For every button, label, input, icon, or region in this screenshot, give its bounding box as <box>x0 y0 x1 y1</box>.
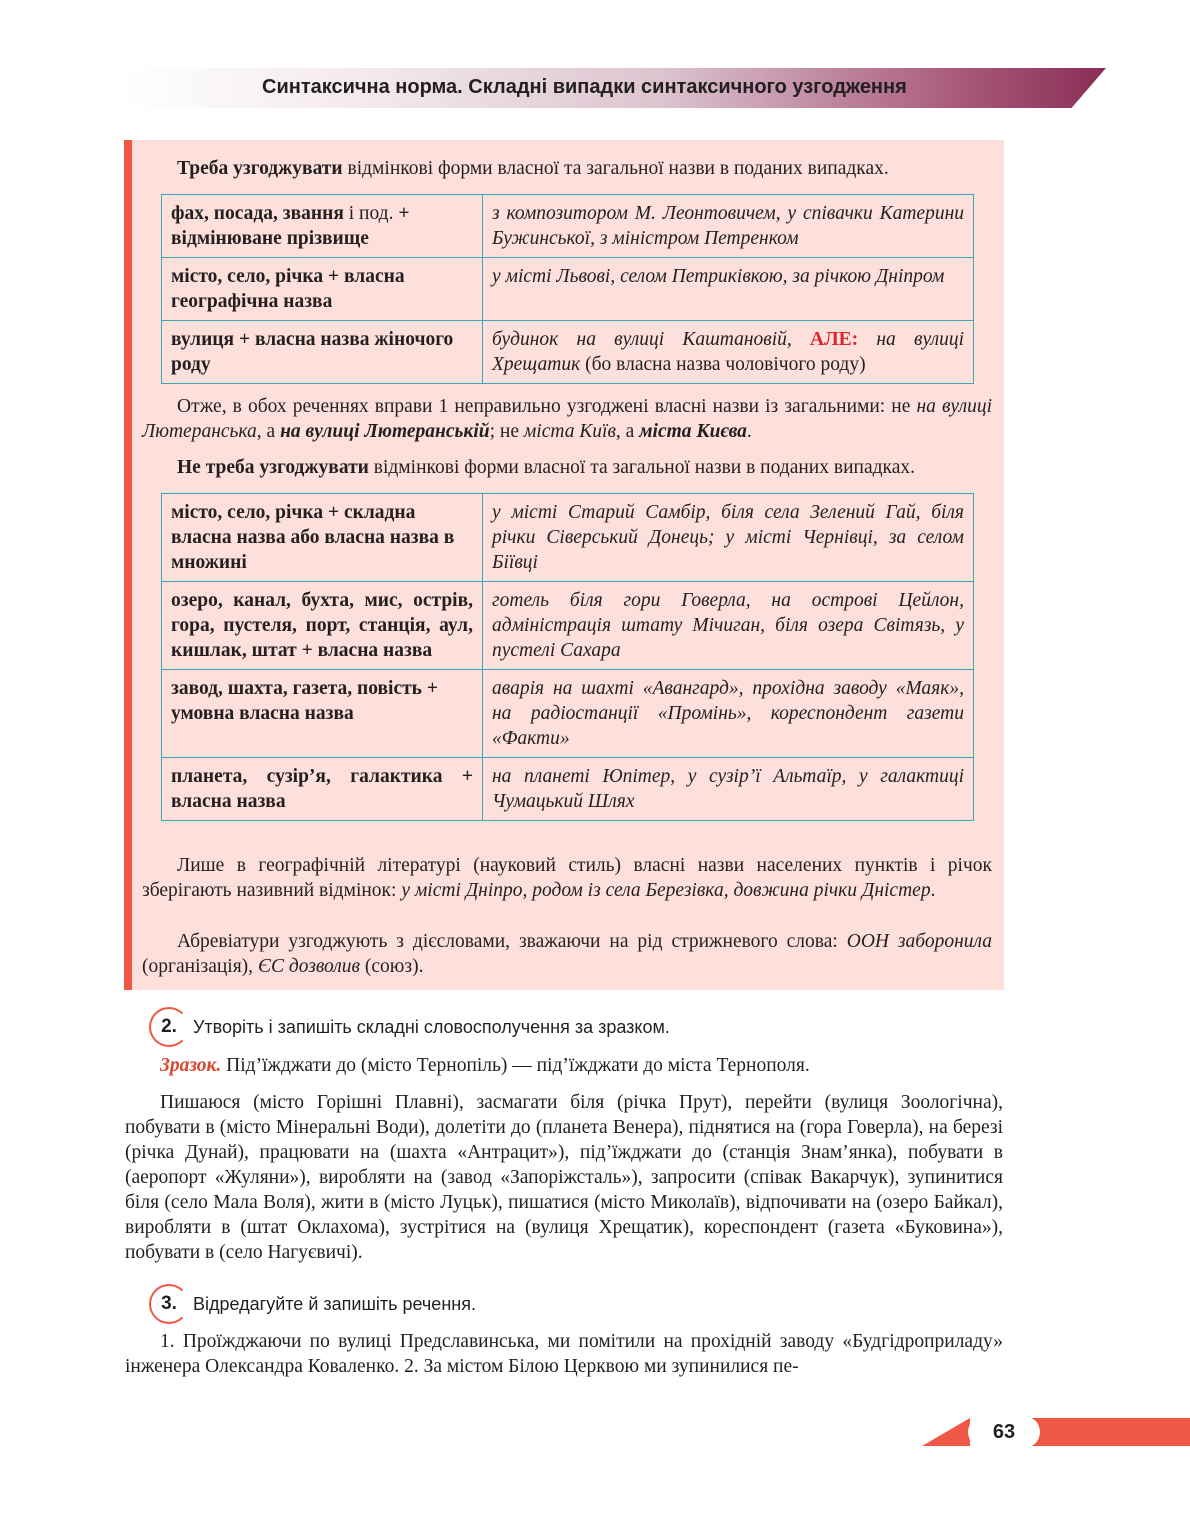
text-run: , а <box>615 421 640 442</box>
table-cell-left-normal: і под. <box>343 203 394 224</box>
table-cell-left-bold2: + відмінюване прізвище <box>171 203 410 249</box>
text-italic: ООН заборонила <box>846 931 992 952</box>
text-run: Абревіатури узгоджують з дієсловами, зважаючи на рід стрижневого слова: <box>177 931 847 952</box>
table-row <box>162 258 974 321</box>
table-cell-left: місто, село, річка + власна географічна назва <box>162 258 483 321</box>
exercise-2-number: 2. <box>149 1007 189 1047</box>
rule-intro-2 <box>142 455 1002 480</box>
rule-geography-note <box>142 853 992 903</box>
rule-conclusion <box>142 394 992 444</box>
table-cell-right-b: на вулиці Хрещатик <box>492 329 964 375</box>
rule-intro-text: відмінкові форми власної та загальної назви в поданих випадках. <box>342 158 889 179</box>
table-cell-right: на планеті Юпітер, у сузір’ї Альтаїр, у галактиці Чумацький Шлях <box>483 758 974 821</box>
table-cell-left: озеро, канал, бухта, мис, острів, гора, пустеля, порт, станція, аул, кишлак, штат + власна назва <box>162 582 483 670</box>
text-italic: міста Київ <box>523 421 616 442</box>
exercise-2-sample <box>160 1053 1000 1078</box>
page-number: 63 <box>968 1416 1040 1448</box>
no-agree-table <box>161 493 974 821</box>
agree-table <box>161 194 974 384</box>
rule-intro <box>142 156 992 181</box>
rule-intro2-text: відмінкові форми власної та загальної назви в поданих випадках. <box>368 457 915 478</box>
text-run: (організація), <box>142 956 258 977</box>
exercise-2-task: Утворіть і запишіть складні словосполучення за зразком. <box>193 1017 670 1037</box>
exercise-3-number: 3. <box>149 1284 189 1324</box>
page-header-title: Синтаксична норма. Складні випадки синтаксичного узгодження <box>262 76 907 98</box>
exercise-3-task: Відредагуйте й запишіть речення. <box>193 1294 476 1314</box>
text-run: ; не <box>489 421 524 442</box>
text-italic: у місті Дніпро, родом із села Березівка, довжина річки Дністер <box>401 880 931 901</box>
sample-text: Під’їжджати до (місто Тернопіль) — під’їжджати до міста Тернополя. <box>221 1055 810 1076</box>
rule-intro-bold: Треба узгоджувати <box>177 158 343 179</box>
text-run: . <box>746 421 752 442</box>
text-bold-italic: міста Києва <box>639 421 747 442</box>
table-cell-right: аварія на шахті «Авангард», прохідна заводу «Маяк», на радіостанції «Промінь», кореспондент газети «Факти» <box>483 670 974 758</box>
table-row <box>162 195 974 258</box>
rule-intro2-bold: Не треба узгоджувати <box>177 457 369 478</box>
table-cell-right: готель біля гори Говерла, на острові Цейлон, адміністрація штату Мічиган, біля озера Світязь, у пустелі Сахара <box>483 582 974 670</box>
table-row <box>162 494 974 582</box>
ale-label: АЛЕ: <box>810 329 859 350</box>
table-cell-left: планета, сузір’я, галактика + власна назва <box>162 758 483 821</box>
footer-accent-bar <box>1030 1418 1190 1446</box>
table-cell-right: з композитором М. Леонтовичем, у співачки Катерини Бужинської, з міністром Петренком <box>483 195 974 258</box>
exercise-3-body: 1. Проїжджаючи по вулиці Предславинська, ми помітили на прохідній заводу «Будгідроприладу» інженера Олександра Коваленко. 2. За містом Білою Церквою ми зупинилися пе- <box>125 1331 1003 1377</box>
text-italic: ЄС дозволив <box>257 956 361 977</box>
table-cell-left: вулиця + власна назва жіночого роду <box>162 321 483 384</box>
text-run: Отже, в обох реченнях вправи 1 неправильно узгоджені власні назви із загальними: не <box>177 396 917 417</box>
table-cell-left: завод, шахта, газета, повість + умовна власна назва <box>162 670 483 758</box>
sample-label: Зразок. <box>160 1055 222 1076</box>
rule-abbreviation-note <box>142 929 992 979</box>
table-cell-right-c: (бо власна назва чоловічого роду) <box>585 354 866 375</box>
table-cell-right: у місті Львові, селом Петриківкою, за річкою Дніпром <box>483 258 974 321</box>
text-italic: на вулиці Лютеранська <box>142 396 992 442</box>
footer-accent-triangle <box>922 1418 970 1446</box>
table-cell-right: у місті Старий Самбір, біля села Зелений Гай, біля річки Сіверський Донець; у місті Чернівці, за селом Біївці <box>483 494 974 582</box>
exercise-2-body: Пишаюся (місто Горішні Плавні), засмагати біля (річка Прут), перейти (вулиця Зоологічна), побувати в (місто Мінеральні Води), долетіти до (планета Венера), піднятися на (гора Говерла), на березі (річка Дунай), працювати на (шахта «Антрацит»), під’їжджати до (станція Знам’янка), побувати в (аеропорт «Жуляни»), виробляти на (завод «Запоріжсталь»), запросити (співак Вакарчук), зупинитися біля (село Мала Воля), жити в (місто Луцьк), пишатися (місто Миколаїв), відпочивати на (озеро Байкал), виробляти в (штат Оклахома), зустрітися на (вулиця Хрещатик), кореспондент (газета «Буковина»), побувати в (село Нагуєвичі). <box>125 1092 1003 1263</box>
table-row <box>162 321 974 384</box>
table-cell-left: місто, село, річка + складна власна назва або власна назва в множині <box>162 494 483 582</box>
text-run: (союз). <box>360 956 424 977</box>
table-row <box>162 582 974 670</box>
table-cell-left: фах, посада, звання <box>171 203 344 224</box>
table-cell-right-a: будинок на вулиці Каштановій, <box>492 329 811 350</box>
table-row <box>162 758 974 821</box>
text-run: , а <box>256 421 281 442</box>
text-bold-italic: на вулиці Лютеранській <box>280 421 490 442</box>
table-row <box>162 670 974 758</box>
text-run: . <box>930 880 936 901</box>
text-run: Лише в географічній літературі (науковий стиль) власні назви населених пунктів і річок зберігають називний відмінок: <box>142 855 992 901</box>
